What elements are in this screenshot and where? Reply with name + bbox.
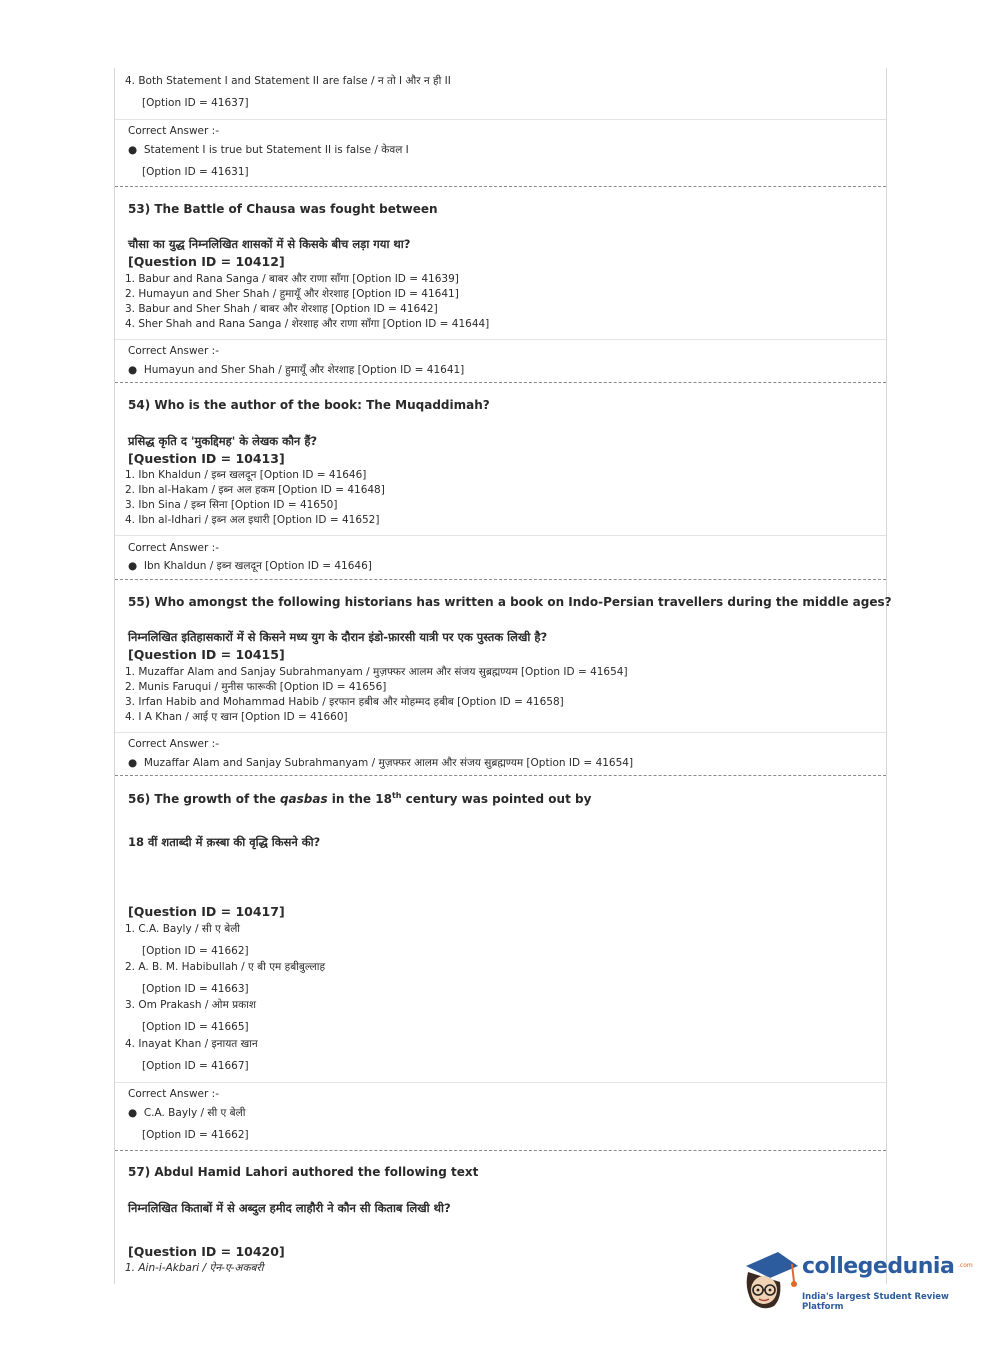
question-56-option-3: 3. Om Prakash / ओम प्रकाश [125, 999, 257, 1011]
question-56-option-4-id: [Option ID = 41667] [142, 1060, 249, 1072]
prev-option-4-id: [Option ID = 41637] [142, 97, 249, 109]
divider [115, 339, 886, 340]
question-56-id: [Question ID = 10417] [128, 904, 285, 919]
question-55-option-1: 1. Muzaffar Alam and Sanjay Subrahmanyam / मुज़फ्फर आलम और संजय सुब्रह्मण्यम [Option ID = 41654] [125, 666, 628, 678]
question-53-option-3: 3. Babur and Sher Shah / बाबर और शेरशाह [Option ID = 41642] [125, 303, 438, 315]
correct-answer-label: Correct Answer :- [128, 738, 219, 750]
prev-option-4: 4. Both Statement I and Statement II are false / न तो I और न ही II [125, 75, 451, 87]
question-53-id: [Question ID = 10412] [128, 254, 285, 269]
correct-answer-label: Correct Answer :- [128, 542, 219, 554]
question-53-correct-answer: ● Humayun and Sher Shah / हुमायूँ और शेरशाह [Option ID = 41641] [128, 364, 465, 376]
question-separator [115, 1150, 886, 1151]
question-57-id: [Question ID = 10420] [128, 1244, 285, 1259]
question-54-option-4: 4. Ibn al-Idhari / इब्न अल इधारी [Option ID = 41652] [125, 514, 380, 526]
question-55-id: [Question ID = 10415] [128, 647, 285, 662]
question-54-option-2: 2. Ibn al-Hakam / इब्न अल हकम [Option ID = 41648] [125, 484, 385, 496]
question-55-correct-answer: ● Muzaffar Alam and Sanjay Subrahmanyam / मुज़फ्फर आलम और संजय सुब्रह्मण्यम [Option ID = 41654] [128, 757, 634, 769]
question-54-title: 54) Who is the author of the book: The Muqaddimah? [128, 398, 490, 412]
question-54-id: [Question ID = 10413] [128, 451, 285, 466]
question-separator [115, 382, 886, 383]
question-55-option-4: 4. I A Khan / आई ए खान [Option ID = 41660] [125, 711, 348, 723]
document-page [114, 68, 892, 1284]
question-56-option-1-id: [Option ID = 41662] [142, 945, 249, 957]
correct-answer-label: Correct Answer :- [128, 125, 219, 137]
question-separator [115, 186, 886, 187]
correct-answer-id: [Option ID = 41631] [142, 166, 249, 178]
question-55-option-3: 3. Irfan Habib and Mohammad Habib / इरफान हबीब और मोहम्मद हबीब [Option ID = 41658] [125, 696, 564, 708]
logo-domain: .com [958, 1262, 973, 1269]
question-53-option-1: 1. Babur and Rana Sanga / बाबर और राणा साँगा [Option ID = 41639] [125, 273, 459, 285]
correct-answer-label: Correct Answer :- [128, 1088, 219, 1100]
student-mascot-icon [740, 1248, 800, 1314]
divider [115, 732, 886, 733]
question-56-correct-answer: ● C.A. Bayly / सी ए बेली [128, 1107, 246, 1119]
question-53-option-4: 4. Sher Shah and Rana Sanga / शेरशाह और राणा साँगा [Option ID = 41644] [125, 318, 490, 330]
collegedunia-logo [740, 1248, 973, 1318]
question-55-hindi: निम्नलिखित इतिहासकारों में से किसने मध्य युग के दौरान इंडो-फ़ारसी यात्री पर एक पुस्तक लिखी है? [128, 630, 548, 644]
question-55-option-2: 2. Munis Faruqui / मुनीस फारूकी [Option ID = 41656] [125, 681, 387, 693]
question-54-option-3: 3. Ibn Sina / इब्न सिना [Option ID = 41650] [125, 499, 338, 511]
question-54-option-1: 1. Ibn Khaldun / इब्न खलदून [Option ID = 41646] [125, 469, 367, 481]
question-57-hindi: निम्नलिखित किताबों में से अब्दुल हमीद लाहौरी ने कौन सी किताब लिखी थी? [128, 1201, 451, 1215]
question-56-option-3-id: [Option ID = 41665] [142, 1021, 249, 1033]
divider [115, 119, 886, 120]
divider [115, 535, 886, 536]
correct-answer: ● Statement I is true but Statement II is false / केवल I [128, 144, 409, 156]
question-57-title: 57) Abdul Hamid Lahori authored the following text [128, 1165, 479, 1179]
logo-tagline: India's largest Student Review Platform [802, 1292, 949, 1312]
question-53-title: 53) The Battle of Chausa was fought between [128, 202, 438, 216]
question-54-correct-answer: ● Ibn Khaldun / इब्न खलदून [Option ID = 41646] [128, 560, 372, 572]
question-56-option-4: 4. Inayat Khan / इनायत खान [125, 1038, 258, 1050]
divider [115, 1082, 886, 1083]
question-separator [115, 775, 886, 776]
question-56-option-1: 1. C.A. Bayly / सी ए बेली [125, 923, 241, 935]
question-separator [115, 579, 886, 580]
question-54-hindi: प्रसिद्ध कृति द 'मुकद्दिमह' के लेखक कौन हैं? [128, 434, 318, 448]
logo-wordmark: collegedunia [802, 1254, 955, 1279]
correct-answer-label: Correct Answer :- [128, 345, 219, 357]
question-53-option-2: 2. Humayun and Sher Shah / हुमायूँ और शेरशाह [Option ID = 41641] [125, 288, 459, 300]
question-56-title: 56) The growth of the qasbas in the 18th century was pointed out by [128, 791, 592, 806]
question-55-title: 55) Who amongst the following historians has written a book on Indo-Persian travellers during the middle ages? [128, 595, 892, 609]
question-56-option-2-id: [Option ID = 41663] [142, 983, 249, 995]
question-53-hindi: चौसा का युद्ध निम्नलिखित शासकों में से किसके बीच लड़ा गया था? [128, 237, 411, 251]
question-56-option-2: 2. A. B. M. Habibullah / ए बी एम हबीबुल्लाह [125, 961, 326, 973]
question-56-hindi: 18 वीं शताब्दी में क़स्बा की वृद्धि किसने की? [128, 835, 321, 849]
question-56-correct-answer-id: [Option ID = 41662] [142, 1129, 249, 1141]
question-57-option-1: 1. Ain-i-Akbari / ऐन-ए-अकबरी [125, 1262, 264, 1274]
